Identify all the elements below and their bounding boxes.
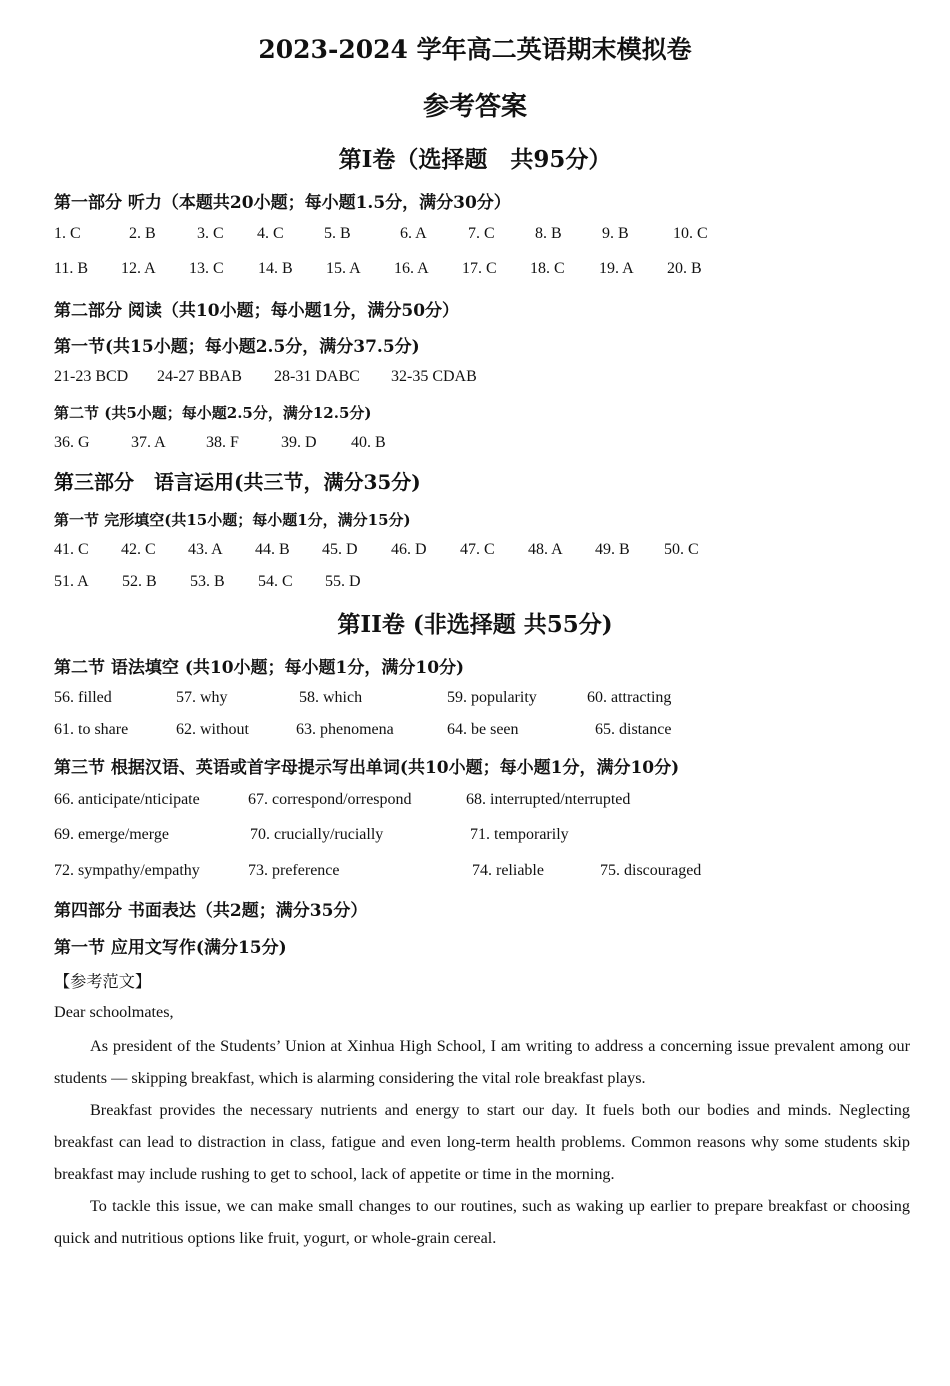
answer-item: 8. B — [535, 225, 562, 242]
reading-heading: 第二部分 阅读（共10小题；每小题1分，满分50分） — [54, 301, 460, 321]
word-answers-row-3 — [54, 862, 934, 886]
answer-item: 73. preference — [248, 862, 340, 879]
answer-item: 69. emerge/merge — [54, 826, 169, 843]
answer-item: 39. D — [281, 434, 317, 451]
answer-item: 9. B — [602, 225, 629, 242]
answer-item: 59. popularity — [447, 689, 537, 706]
volume1-title: 第I卷（选择题 共95分） — [338, 146, 612, 173]
answer-item: 24-27 BBAB — [157, 368, 242, 385]
answer-item: 65. distance — [595, 721, 672, 738]
answer-item: 72. sympathy/empathy — [54, 862, 200, 879]
essay-paragraph-2 — [54, 1094, 910, 1190]
answer-item: 12. A — [121, 260, 156, 277]
answer-item: 56. filled — [54, 689, 112, 706]
answer-item: 11. B — [54, 260, 89, 277]
sample-essay-label: 【参考范文】 — [54, 973, 152, 991]
reading-section2-heading: 第二节 (共5小题；每小题2.5分，满分12.5分) — [54, 404, 372, 422]
answer-item: 40. B — [351, 434, 386, 451]
answer-item: 42. C — [121, 541, 156, 558]
cloze-answers-row-2 — [54, 573, 934, 597]
answer-item: 58. which — [299, 689, 363, 706]
answer-item: 70. crucially/rucially — [250, 826, 384, 843]
answer-item: 36. G — [54, 434, 90, 451]
answer-item: 32-35 CDAB — [391, 368, 477, 385]
answer-item: 6. A — [400, 225, 427, 242]
answer-item: 51. A — [54, 573, 89, 590]
answer-item: 28-31 DABC — [274, 368, 360, 385]
listening-answers-row-2 — [54, 260, 934, 284]
answer-item: 53. B — [190, 573, 225, 590]
word-answers-row-1 — [54, 791, 934, 815]
grammar-heading: 第二节 语法填空 (共10小题；每小题1分，满分10分) — [54, 658, 465, 678]
answer-item: 71. temporarily — [470, 826, 569, 843]
paragraph-text: To tackle this issue, we can make small changes to our routines, such as waking up earlier to prepare breakfast or choosing quick and nutritious options like fruit, yogurt, or whole-grain cereal. — [54, 1197, 910, 1247]
answer-item: 48. A — [528, 541, 563, 558]
letter-greeting: Dear schoolmates, — [54, 1003, 174, 1021]
cloze-answers-row-1 — [54, 541, 934, 565]
answer-item: 47. C — [460, 541, 495, 558]
language-use-heading: 第三部分 语言运用(共三节，满分35分) — [54, 470, 421, 494]
word-spelling-heading: 第三节 根据汉语、英语或首字母提示写出单词(共10小题；每小题1分，满分10分) — [54, 758, 680, 778]
reading-section1-answers — [54, 368, 934, 392]
volume2-title: 第II卷 (非选择题 共55分) — [337, 611, 613, 638]
answer-item: 38. F — [206, 434, 239, 451]
answer-item: 10. C — [673, 225, 708, 242]
answer-item: 61. to share — [54, 721, 129, 738]
answer-item: 37. A — [131, 434, 166, 451]
page-title: 2023-2024 学年高二英语期末模拟卷 — [258, 35, 692, 64]
answer-item: 4. C — [257, 225, 284, 242]
cloze-heading: 第一节 完形填空(共15小题；每小题1分，满分15分) — [54, 511, 411, 529]
answer-item: 57. why — [176, 689, 228, 706]
answer-item: 20. B — [667, 260, 702, 277]
essay-paragraph-3 — [54, 1190, 910, 1254]
answer-item: 55. D — [325, 573, 361, 590]
answer-item: 17. C — [462, 260, 497, 277]
answer-item: 16. A — [394, 260, 429, 277]
listening-heading: 第一部分 听力（本题共20小题；每小题1.5分，满分30分） — [54, 193, 511, 213]
answer-item: 54. C — [258, 573, 293, 590]
grammar-answers-row-2 — [54, 721, 934, 745]
word-answers-row-2 — [54, 826, 934, 850]
answer-item: 45. D — [322, 541, 358, 558]
reading-section2-answers — [54, 434, 934, 458]
answer-item: 2. B — [129, 225, 156, 242]
answer-item: 63. phenomena — [296, 721, 394, 738]
answer-item: 66. anticipate/nticipate — [54, 791, 200, 808]
reading-section1-heading: 第一节(共15小题；每小题2.5分，满分37.5分) — [54, 337, 420, 357]
answer-item: 52. B — [122, 573, 157, 590]
answer-item: 60. attracting — [587, 689, 672, 706]
answer-item: 75. discouraged — [600, 862, 702, 879]
essay-paragraph-1 — [54, 1030, 910, 1094]
answer-item: 44. B — [255, 541, 290, 558]
answer-item: 43. A — [188, 541, 223, 558]
answer-item: 74. reliable — [472, 862, 544, 879]
paragraph-text: Breakfast provides the necessary nutrients and energy to start our day. It fuels both our bodies and minds. Neglecting breakfast can lead to distraction in class, fatigue and even long-term health problems. Common reasons why some students skip breakfast may include rushing to get to school, lack of appetite or time in the morning. — [54, 1101, 910, 1183]
answer-item: 46. D — [391, 541, 427, 558]
answer-item: 15. A — [326, 260, 361, 277]
paragraph-text: As president of the Students’ Union at Xinhua High School, I am writing to address a concerning issue prevalent among our students — skipping breakfast, which is alarming considering the vital role breakfast plays. — [54, 1037, 910, 1087]
answer-item: 13. C — [189, 260, 224, 277]
answer-item: 1. C — [54, 225, 81, 242]
answer-item: 68. interrupted/nterrupted — [466, 791, 631, 808]
answer-item: 49. B — [595, 541, 630, 558]
answer-item: 14. B — [258, 260, 293, 277]
answer-item: 21-23 BCD — [54, 368, 129, 385]
practical-writing-heading: 第一节 应用文写作(满分15分) — [54, 938, 287, 958]
answer-item: 62. without — [176, 721, 249, 738]
answer-item: 3. C — [197, 225, 224, 242]
answer-item: 19. A — [599, 260, 634, 277]
answer-item: 18. C — [530, 260, 565, 277]
answer-item: 67. correspond/orrespond — [248, 791, 412, 808]
answer-item: 50. C — [664, 541, 699, 558]
answer-item: 5. B — [324, 225, 351, 242]
grammar-answers-row-1 — [54, 689, 934, 713]
listening-answers-row-1 — [54, 225, 934, 249]
answer-item: 7. C — [468, 225, 495, 242]
answer-item: 64. be seen — [447, 721, 519, 738]
page-subtitle: 参考答案 — [422, 92, 527, 122]
writing-heading: 第四部分 书面表达（共2题；满分35分） — [54, 901, 368, 921]
answer-item: 41. C — [54, 541, 89, 558]
